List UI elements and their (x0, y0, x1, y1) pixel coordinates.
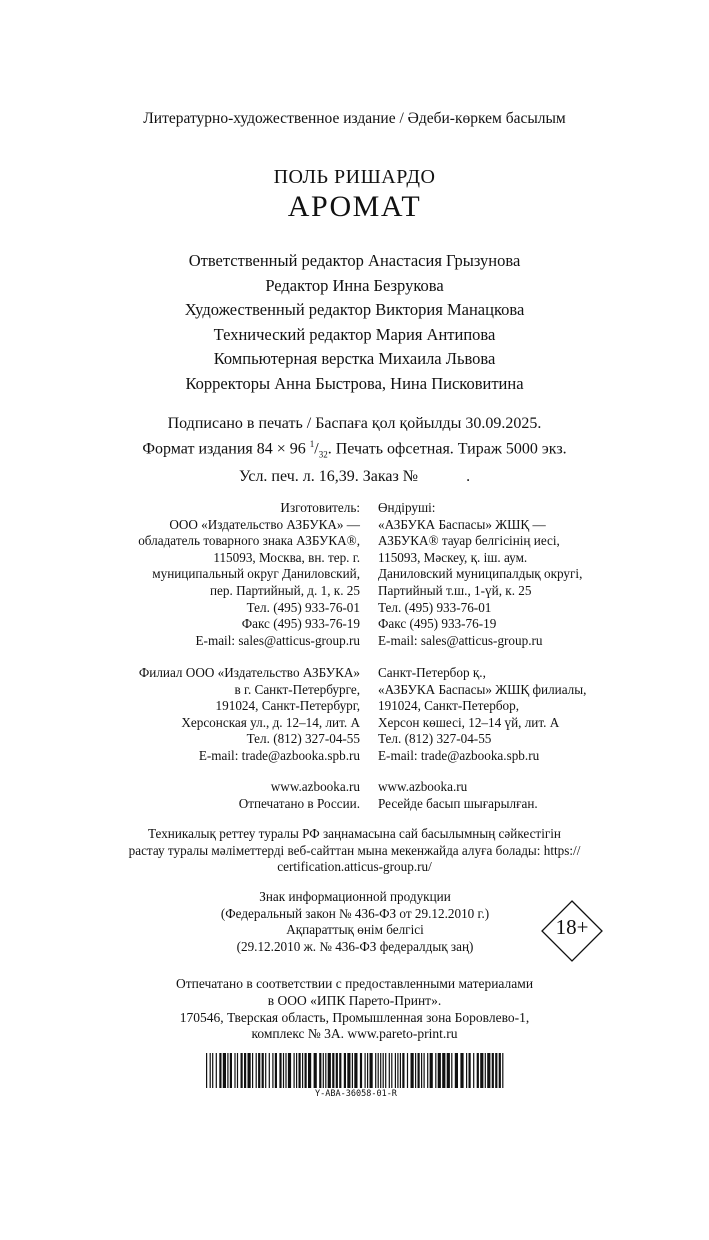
barcode-bar (435, 1053, 436, 1088)
barcode-bar (367, 1053, 368, 1088)
barcode-bar (380, 1053, 381, 1088)
barcode-bar (407, 1053, 408, 1088)
credit-line: Ответственный редактор Анастасия Грызунова (188, 251, 521, 270)
barcode-bar (323, 1053, 324, 1088)
text-line: Ресейде басып шығарылған. (378, 795, 538, 811)
barcode-bar (502, 1053, 503, 1088)
barcode-bar (391, 1053, 392, 1088)
barcode-bar (466, 1053, 467, 1088)
text-line: обладатель товарного знака АЗБУКА®, (138, 533, 360, 549)
text-line: растау туралы мәліметтерді веб-сайттан мына мекенжайда алуға болады: https:// (128, 842, 581, 858)
website-link: www.azbooka.ru (270, 779, 360, 794)
barcode-bar (365, 1053, 366, 1088)
text-line: Тел. (812) 327-04-55 (378, 731, 492, 747)
barcode-bar (288, 1053, 291, 1088)
series-line: Литературно-художественное издание / Әдеби-көркем басылым (143, 110, 566, 127)
text-line: Факс (495) 933-76-19 (378, 616, 497, 632)
barcode-bar (487, 1053, 490, 1088)
barcode-bar (402, 1053, 404, 1088)
barcode-bar (234, 1053, 235, 1088)
barcode-icon (206, 1053, 506, 1088)
barcode-bar (375, 1053, 376, 1088)
barcode-bar (492, 1053, 494, 1088)
text-line: Отпечатано в соответствии с предоставленными материалами (175, 976, 534, 991)
barcode-bar (325, 1053, 326, 1088)
text-line: E-mail: sales@atticus-group.ru (378, 632, 543, 648)
text-line: Тел. (812) 327-04-55 (246, 731, 360, 747)
barcode-bar (272, 1053, 273, 1088)
barcode-bar (223, 1053, 226, 1088)
barcode-bar (336, 1053, 338, 1088)
barcode-bar (219, 1053, 221, 1088)
barcode-bar (294, 1053, 295, 1088)
credit-line: Компьютерная верстка Михаила Львова (213, 349, 496, 368)
barcode-bar (227, 1053, 228, 1088)
barcode-bar (299, 1053, 301, 1088)
format-pre: Формат издания 84 × 96 (142, 440, 310, 458)
barcode-bar (442, 1053, 445, 1088)
credit-line: Редактор Инна Безрукова (265, 275, 444, 295)
credits-list (0, 249, 709, 396)
text-line: Санкт-Петербор қ., (378, 665, 486, 680)
barcode-bar (283, 1053, 284, 1088)
barcode-bar (385, 1053, 386, 1088)
manufacturer-ru (100, 500, 360, 649)
text-line: «АЗБУКА Баспасы» ЖШҚ — (378, 516, 546, 532)
barcode-bar (354, 1053, 357, 1088)
branch-ru (60, 665, 360, 765)
text-line: 170546, Тверская область, Промышленная зона Боровлево-1, (179, 1009, 530, 1025)
format-sub: 32 (318, 449, 328, 460)
text-line: в г. Санкт-Петербурге, (234, 681, 360, 697)
text-line: Техникалық реттеу туралы РФ заңнамасына сай басылымның сәйкестігін (147, 826, 561, 841)
barcode-bar (447, 1053, 450, 1088)
barcode-bar (216, 1053, 217, 1088)
web-kz (378, 779, 668, 812)
text-line: Изготовитель: (280, 500, 360, 515)
format-post: . Печать офсетная. Тираж 5000 экз. (327, 440, 567, 458)
text-line: Ақпараттық өнім белгісі (286, 922, 424, 938)
format-line: Формат издания 84 × 96 $^1/_{32}$. Печать офсетная. Тираж 5000 экз. (142, 439, 567, 460)
barcode-bar (469, 1053, 471, 1088)
text-line: Отпечатано в России. (238, 795, 360, 811)
barcode-bar (477, 1053, 479, 1088)
barcode-bar (421, 1053, 422, 1088)
text-line: Партийный т.ш., 1-үй, к. 25 (378, 582, 532, 598)
barcode-bar (473, 1053, 474, 1088)
branch-kz (378, 665, 668, 765)
barcode-bar (430, 1053, 433, 1088)
barcode-bar (332, 1053, 334, 1088)
barcode-bar (302, 1053, 303, 1088)
text-line: 115093, Москва, вн. тер. г. (213, 549, 360, 565)
text-line: Өндіруші: (378, 500, 436, 515)
barcode-bar (485, 1053, 486, 1088)
barcode-bar (438, 1053, 441, 1088)
book-title: АРОМАТ (287, 190, 422, 223)
credit-line: Корректоры Анна Быстрова, Нина Писковитина (185, 373, 524, 393)
text-line: Даниловский муниципалдық округі, (378, 566, 583, 582)
barcode-bar (206, 1053, 207, 1088)
text-line: E-mail: trade@azbooka.spb.ru (198, 747, 360, 763)
barcode-bar (383, 1053, 384, 1088)
barcode-bar (397, 1053, 398, 1088)
barcode-bar (370, 1053, 373, 1088)
format-sup: 1 (309, 439, 315, 449)
text-line: Херсон көшесі, 12–14 үй, лит. А (378, 714, 560, 730)
barcode-bar (499, 1053, 501, 1088)
print-info (0, 413, 709, 487)
text-line: 115093, Мәскеу, қ. іш. аум. (378, 549, 528, 565)
text-line: комплекс № 3А. www.pareto-print.ru (251, 1026, 458, 1042)
barcode-bar (256, 1053, 257, 1088)
info-product-sign (170, 889, 540, 955)
sheets-line: Усл. печ. л. 16,39. Заказ № . (238, 467, 471, 485)
text-line: муниципальный округ Даниловский, (152, 566, 360, 582)
barcode-bar (451, 1053, 452, 1088)
barcode-bar (480, 1053, 483, 1088)
barcode-bar (248, 1053, 251, 1088)
text-line: Знак информационной продукции (259, 889, 451, 904)
barcode-bar (352, 1053, 353, 1088)
barcode-bar (262, 1053, 264, 1088)
text-line: Факс (495) 933-76-19 (241, 616, 360, 632)
barcode-bar (328, 1053, 331, 1088)
text-line: certification.atticus-group.ru/ (277, 859, 432, 875)
barcode-bar (378, 1053, 379, 1088)
barcode-bar (275, 1053, 277, 1088)
barcode-bar (305, 1053, 307, 1088)
barcode-bar (424, 1053, 425, 1088)
text-line: E-mail: sales@atticus-group.ru (195, 632, 360, 648)
barcode-bar (344, 1053, 346, 1088)
signed-date: Подписано в печать / Баспаға қол қойылды 30.09.2025. (167, 415, 542, 432)
barcode-bar (389, 1053, 390, 1088)
author-name: ПОЛЬ РИШАРДО (273, 166, 436, 188)
web-ru (100, 779, 360, 812)
credit-line: Технический редактор Мария Антипова (213, 324, 496, 344)
printer-info (0, 976, 709, 1043)
barcode-label: Y-ABA-36058-01-R (315, 1089, 397, 1099)
barcode-bar (269, 1053, 270, 1088)
barcode-bar (285, 1053, 286, 1088)
barcode-bar (418, 1053, 420, 1088)
text-line: 191024, Санкт-Петербург, (215, 698, 360, 714)
text-line: АЗБУКА® тауар белгісінің иесі, (378, 533, 560, 549)
text-line: (Федеральный закон № 436-ФЗ от 29.12.2010 г.) (220, 905, 490, 921)
barcode-bar (495, 1053, 497, 1088)
barcode-bar (339, 1053, 341, 1088)
barcode-bar (460, 1053, 463, 1088)
text-line: в ООО «ИПК Парето-Принт». (267, 992, 442, 1008)
barcode-bar (210, 1053, 211, 1088)
website-link: www.azbooka.ru (378, 779, 468, 794)
barcode-bar (237, 1053, 238, 1088)
text-line: Тел. (495) 933-76-01 (246, 599, 360, 615)
text-line: (29.12.2010 ж. № 436-ФЗ федералдық заң) (236, 938, 474, 954)
barcode-bar (415, 1053, 416, 1088)
age-rating: 18+ (555, 915, 589, 939)
text-line: «АЗБУКА Баспасы» ЖШҚ филиалы, (378, 681, 587, 697)
barcode-bar (265, 1053, 266, 1088)
text-line: пер. Партийный, д. 1, к. 25 (209, 582, 360, 598)
text-line: Тел. (495) 933-76-01 (378, 599, 492, 615)
credit-line: Художественный редактор Виктория Манацкова (184, 300, 525, 319)
barcode-bar (258, 1053, 260, 1088)
barcode-bar (241, 1053, 243, 1088)
barcode-bar (244, 1053, 246, 1088)
barcode-bar (252, 1053, 253, 1088)
barcode-bar (279, 1053, 281, 1088)
barcode-bar (314, 1053, 317, 1088)
barcode-bar (455, 1053, 458, 1088)
text-line: Херсонская ул., д. 12–14, лит. А (181, 714, 360, 730)
barcode-bar (347, 1053, 350, 1088)
text-line: E-mail: trade@azbooka.spb.ru (378, 747, 540, 763)
barcode-bar (400, 1053, 401, 1088)
manufacturer-kz (378, 500, 668, 649)
barcode-bar (230, 1053, 232, 1088)
barcode-bar (411, 1053, 414, 1088)
barcode-bar (395, 1053, 396, 1088)
barcode-bar (296, 1053, 297, 1088)
text-line: 191024, Санкт-Петербор, (378, 698, 520, 714)
tech-regulation-note (0, 826, 709, 876)
barcode-bar (319, 1053, 321, 1088)
barcode-bar (212, 1053, 213, 1088)
text-line: Филиал ООО «Издательство АЗБУКА» (138, 665, 360, 680)
barcode-bar (360, 1053, 362, 1088)
barcode-bar (308, 1053, 311, 1088)
barcode-bar (427, 1053, 428, 1088)
text-line: ООО «Издательство АЗБУКА» — (169, 516, 360, 532)
